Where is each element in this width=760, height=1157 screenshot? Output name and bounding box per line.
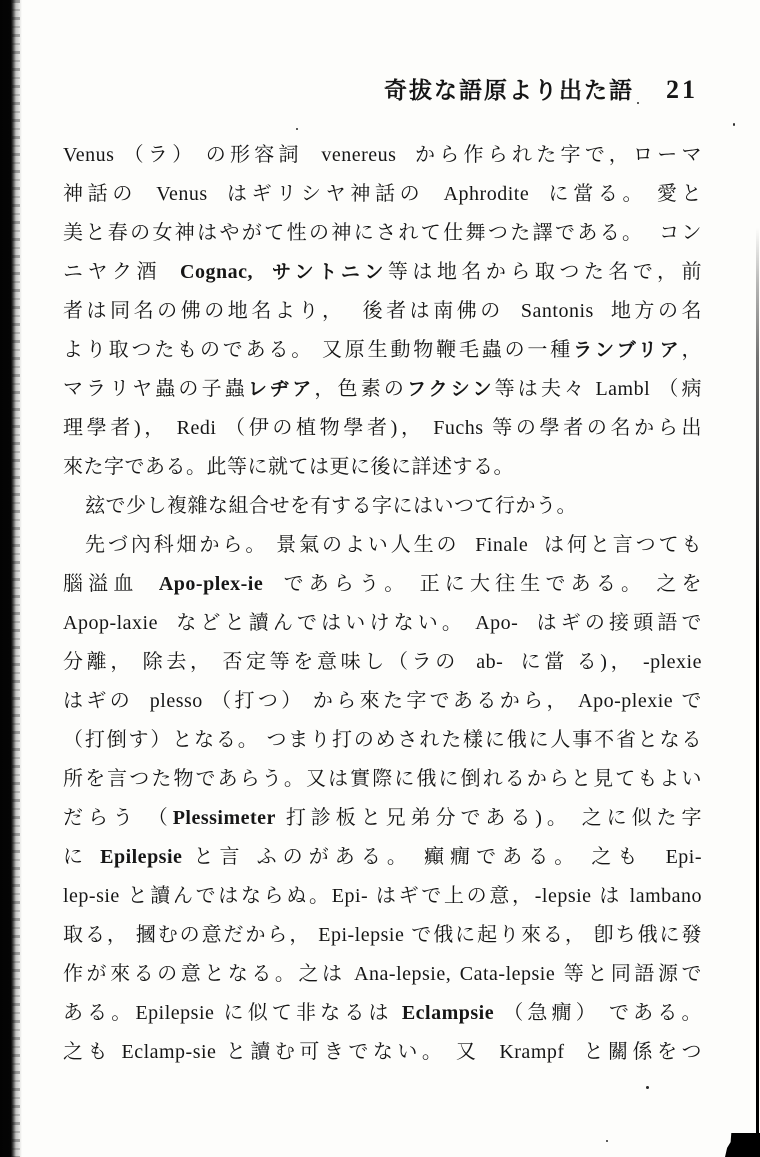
- text-segment: 等は夫々 Lambl （病: [494, 378, 702, 400]
- text-segment: Eclampsie: [401, 1002, 495, 1024]
- text-segment: 所を言つた物であらう。又は實際に俄に倒れるからと見てもよい: [63, 768, 702, 790]
- text-segment: Plessimeter: [172, 807, 276, 829]
- text-line: [63, 604, 702, 643]
- text-segment: Epilepsie: [100, 846, 183, 868]
- text-line: [63, 643, 702, 682]
- text-line: [63, 175, 702, 214]
- scan-speck: [646, 1086, 649, 1089]
- text-segment: 等は地名から取つた名で，前: [387, 261, 702, 283]
- text-segment: 分離， 除去， 否定等を意味し（ラの ab- に當 る)， -plexie: [63, 651, 702, 673]
- text-segment: フクシン: [407, 379, 495, 400]
- text-segment: はギの plesso （打つ） から來た字であるから， Apo-plexie で: [63, 690, 702, 712]
- text-line: [63, 877, 702, 916]
- text-segment: 美と春の女神はやがて性の神にされて仕舞つた譯である。 コン: [63, 222, 702, 244]
- text-segment: より取つたものである。 又原生動物鞭毛蟲の一種: [63, 339, 574, 361]
- text-segment: Venus （ラ） の形容詞 venereus から作られた字で，ローマ: [63, 144, 702, 166]
- text-segment: レヂア: [247, 379, 315, 400]
- text-segment: マラリヤ蟲の子蟲: [63, 378, 248, 400]
- text-segment: ある。Epilepsie に似て非なるは: [63, 1002, 402, 1024]
- text-segment: 取る， 摑むの意だから， Epi-lepsie で俄に起り來る， 卽ち俄に發: [63, 924, 702, 946]
- text-segment: であらう。 正に大往生である。 之を: [263, 573, 702, 595]
- running-head-title: 奇拔な語原より出た語: [384, 78, 634, 103]
- page-edge-line: [756, 228, 759, 1157]
- text-line: [63, 565, 702, 604]
- text-segment: lep-sie と讀んではならぬ。Epi- はギで上の意，-lepsie は lambano: [63, 885, 702, 907]
- text-segment: 腦溢血: [63, 573, 159, 595]
- text-segment: ランブリア: [573, 340, 682, 361]
- text-segment: と言 ふのがある。 癲癇である。 之も Epi-: [182, 846, 702, 868]
- text-line: [63, 292, 702, 331]
- text-segment: ニヤク酒: [63, 261, 181, 283]
- text-segment: 者は同名の佛の地名より， 後者は南佛の Santonis 地方の名: [63, 300, 702, 322]
- text-segment: Cognac,: [180, 261, 253, 283]
- text-segment: 來た字である。此等に就ては更に後に詳述する。: [63, 456, 514, 478]
- text-segment: 神話の Venus はギリシヤ神話の Aphrodite に當る。 愛と: [63, 183, 702, 205]
- text-segment: ，: [681, 339, 702, 361]
- text-line: [63, 838, 702, 877]
- text-segment: ，色素の: [314, 378, 408, 400]
- binding-gutter-shadow: [0, 0, 22, 1157]
- text-line: [63, 253, 702, 292]
- text-segment: （急癇） である。: [494, 1002, 702, 1024]
- text-segment: サントニン: [272, 262, 388, 283]
- text-segment: 作が來るの意となる。之は Ana-lepsie, Cata-lepsie 等と同語源で: [63, 963, 702, 985]
- text-line: [63, 136, 702, 175]
- page-body: [63, 136, 702, 1072]
- text-segment: [253, 261, 272, 283]
- text-segment: だらう （: [63, 807, 173, 829]
- corner-ink-mark: [725, 1133, 760, 1157]
- text-line: [63, 526, 702, 565]
- text-segment: （打倒す）となる。 つまり打のめされた樣に俄に人事不省となる: [63, 729, 702, 751]
- text-line: [63, 994, 702, 1033]
- text-segment: 玆で少し複雜な組合せを有する字にはいつて行かう。: [85, 495, 577, 517]
- text-line: [63, 760, 702, 799]
- text-line: [63, 955, 702, 994]
- text-line: [63, 448, 702, 487]
- text-line: [63, 214, 702, 253]
- text-line: [63, 682, 702, 721]
- text-line: [63, 721, 702, 760]
- text-line: [63, 409, 702, 448]
- text-line: [63, 916, 702, 955]
- text-segment: 之も Eclamp-sie と讀む可きでない。 又 Krampf と關係をつ: [63, 1041, 702, 1063]
- text-line: [63, 370, 702, 409]
- text-line: [63, 487, 702, 526]
- text-line: [63, 331, 702, 370]
- text-segment: Apo-plex-ie: [158, 573, 264, 595]
- text-segment: に: [63, 846, 101, 868]
- scan-speck: [606, 1140, 608, 1142]
- page-number: 21: [666, 75, 698, 104]
- scan-speck: [296, 128, 298, 130]
- text-line: [63, 1033, 702, 1072]
- text-segment: Apop-laxie などと讀んではいけない。 Apo- はギの接頭語で: [63, 612, 702, 634]
- scan-speck: [733, 123, 735, 126]
- text-segment: 理學者)， Redi （伊の植物學者)， Fuchs 等の學者の名から出: [63, 417, 702, 439]
- text-segment: 先づ內科畑から。 景氣のよい人生の Finale は何と言つても: [85, 534, 702, 556]
- text-segment: 打診板と兄弟分である)。 之に似た字: [275, 807, 702, 829]
- text-line: [63, 799, 702, 838]
- running-head: [384, 72, 698, 105]
